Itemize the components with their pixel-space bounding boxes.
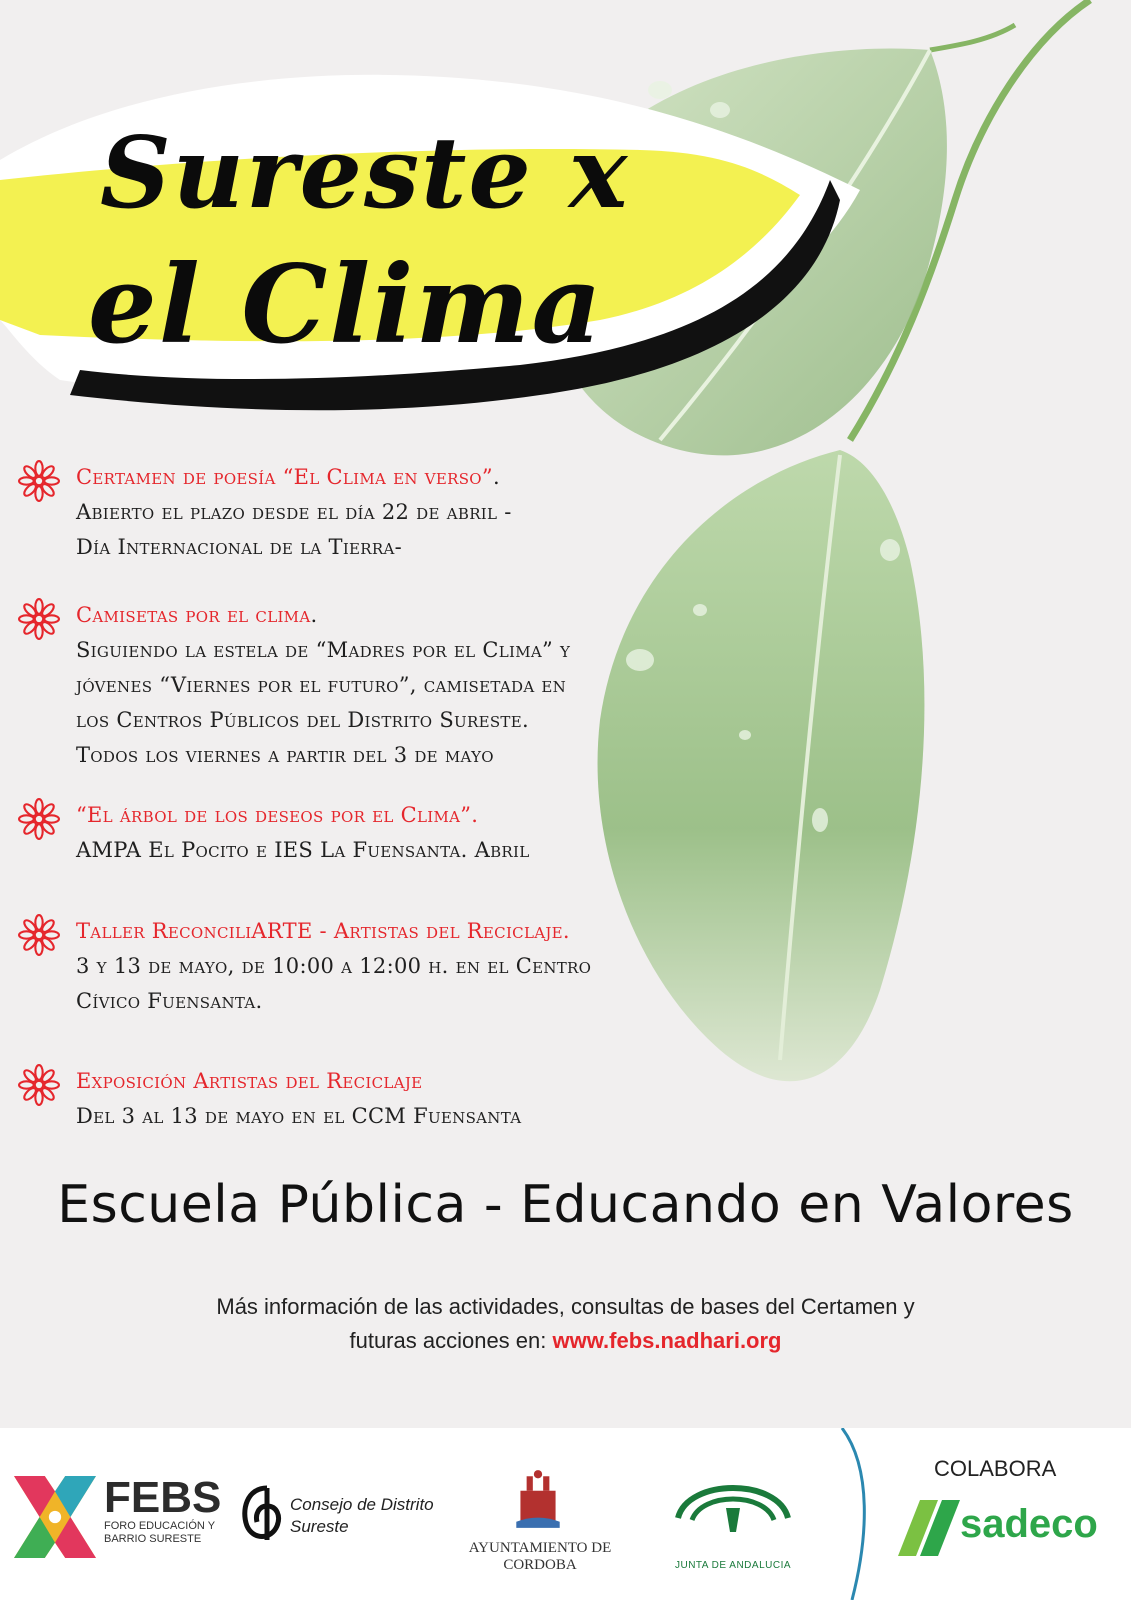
info-line-2-prefix: futuras acciones en: (349, 1328, 553, 1353)
flower-icon (18, 460, 60, 502)
consejo-logo-icon (236, 1480, 288, 1546)
consejo-logo-text: Consejo de Distrito Sureste (290, 1495, 434, 1536)
febs-logo-text (104, 1473, 224, 1546)
activity-line: Cívico Fuensanta. (76, 989, 263, 1013)
tagline: Escuela Pública - Educando en Valores (57, 1175, 1074, 1235)
activity-line: Todos los viernes a partir del 3 de mayo (76, 743, 494, 767)
activity-title-suffix: . (492, 465, 500, 489)
ayuntamiento-logo-text: AYUNTAMIENTO DE CORDOBA (468, 1540, 612, 1573)
ayuntamiento-logo-icon (512, 1468, 564, 1530)
febs-subtitle: FORO EDUCACIÓN Y BARRIO SURESTE (104, 1520, 215, 1545)
activity-title: Exposición Artistas del Reciclaje (76, 1069, 423, 1093)
stem (930, 25, 1015, 50)
activity-line: los Centros Públicos del Distrito Sureste. (76, 708, 529, 732)
activity-line: AMPA El Pocito e IES La Fuensanta. Abril (76, 838, 530, 862)
activity-title: Taller ReconciliARTE - Artistas del Reciclaje. (76, 919, 570, 943)
activity-title: “El árbol de los deseos por el Clima”. (76, 803, 479, 827)
footer-divider (838, 1428, 878, 1600)
footer-logos (0, 1428, 1131, 1600)
febs-name: FEBS (104, 1473, 222, 1522)
activity-line: jóvenes “Viernes por el futuro”, camisetada en (76, 673, 567, 697)
activity-title: Camisetas por el clima (76, 603, 311, 627)
sadeco-name: sadeco (960, 1502, 1098, 1546)
flower-icon (18, 798, 60, 840)
activity-title-suffix: . (310, 603, 318, 627)
activity-line: Siguiendo la estela de “Madres por el Clima” y (76, 638, 571, 662)
website-link[interactable]: www.febs.nadhari.org (552, 1328, 782, 1353)
more-info (0, 1290, 1131, 1358)
info-line-2 (0, 1324, 1131, 1358)
junta-logo-icon (668, 1468, 798, 1538)
title-line-2: el Clima (88, 242, 604, 368)
flower-icon (18, 914, 60, 956)
flower-icon (18, 598, 60, 640)
colabora-label: COLABORA (934, 1456, 1057, 1481)
activity-line: Del 3 al 13 de mayo en el CCM Fuensanta (76, 1104, 522, 1128)
activity-line: Día Internacional de la Tierra- (76, 535, 403, 559)
activity-line: Abierto el plazo desde el día 22 de abril - (76, 500, 512, 524)
activity-title: Certamen de poesía “El Clima en verso” (76, 465, 493, 489)
poster-title (0, 70, 900, 410)
title-line-1: Sureste x (100, 116, 630, 231)
febs-logo-icon (14, 1476, 96, 1558)
flower-icon (18, 1064, 60, 1106)
sadeco-logo-icon (898, 1500, 964, 1556)
junta-logo-text: JUNTA DE ANDALUCIA (674, 1560, 792, 1571)
info-line-1: Más información de las actividades, consultas de bases del Certamen y (216, 1294, 915, 1319)
lower-leaf (598, 450, 925, 1081)
activity-line: 3 y 13 de mayo, de 10:00 a 12:00 h. en el Centro (76, 954, 592, 978)
